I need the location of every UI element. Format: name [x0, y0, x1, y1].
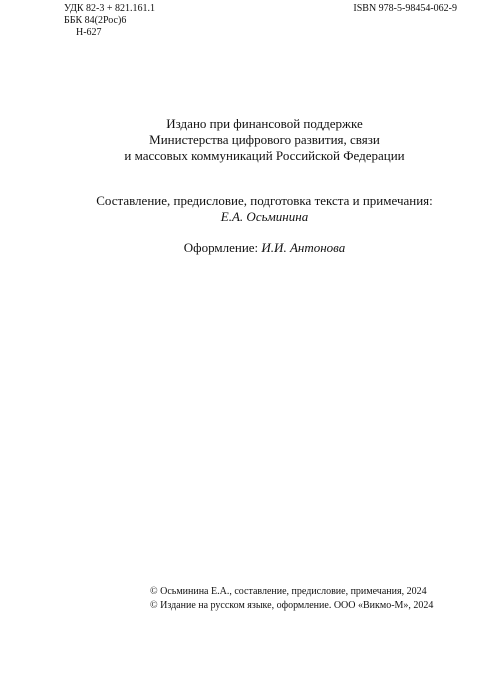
designer-role: Оформление:	[183, 240, 259, 255]
copyright-block	[150, 585, 433, 613]
bbk-code: ББК 84(2Рос)6	[64, 15, 127, 26]
funding-line: Издано при финансовой поддержке	[166, 116, 363, 131]
copyright-line: © Осьминина Е.А., составление, предисловие, примечания, 2024	[150, 586, 427, 597]
designer-name: И.И. Антонова	[261, 240, 346, 255]
funding-notice	[0, 116, 499, 164]
compiler-name: Е.А. Осьминина	[220, 209, 309, 224]
designer-credit	[0, 240, 499, 256]
funding-line: Министерства цифрового развития, связи	[149, 132, 380, 147]
isbn: ISBN 978-5-98454-062-9	[353, 3, 457, 14]
catalog-block	[64, 3, 155, 39]
udk-code: УДК 82-3 + 821.161.1	[64, 3, 156, 14]
funding-line: и массовых коммуникаций Российской Федерации	[124, 148, 405, 163]
author-mark: Н-627	[76, 27, 102, 38]
compiler-role: Составление, предисловие, подготовка текста и примечания:	[96, 193, 433, 208]
compiler-credit	[0, 193, 499, 225]
copyright-line: © Издание на русском языке, оформление. ООО «Викмо-М», 2024	[150, 600, 434, 611]
